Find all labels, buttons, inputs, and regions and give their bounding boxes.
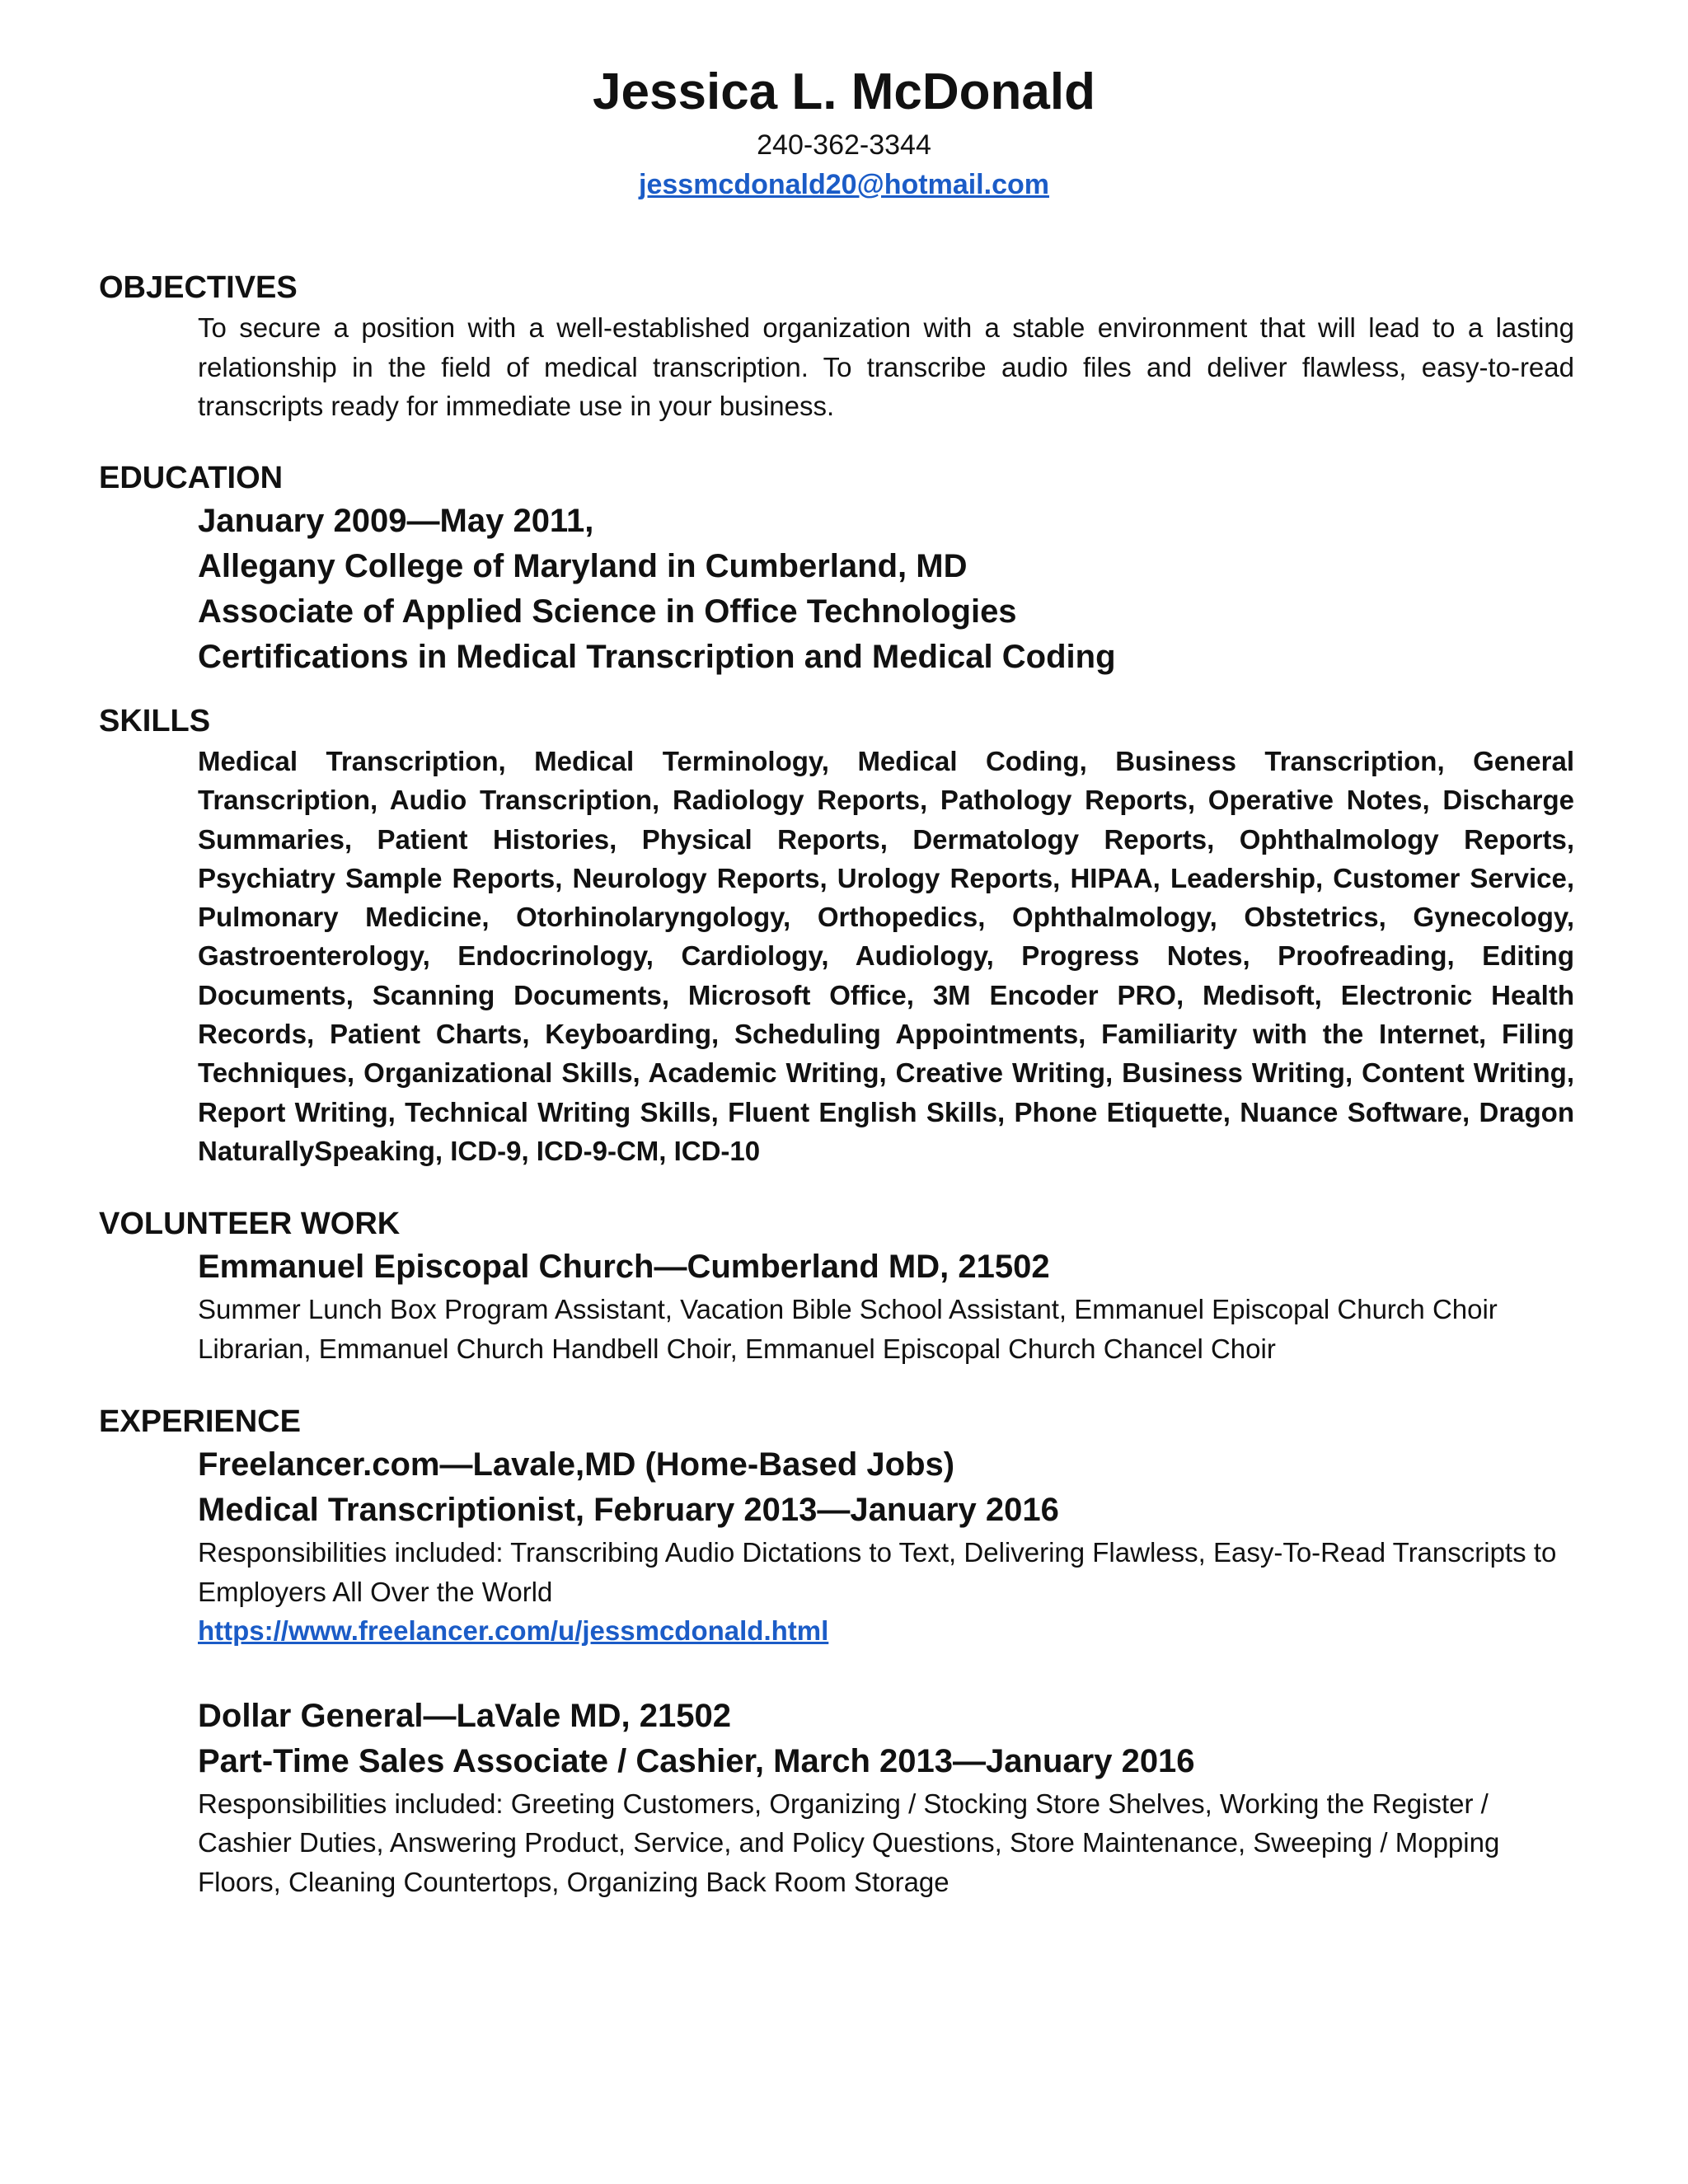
volunteer-organization: Emmanuel Episcopal Church—Cumberland MD, 21502 — [198, 1249, 1050, 1285]
skills-heading: SKILLS — [99, 704, 211, 738]
phone-number: 240-362-3344 — [757, 129, 931, 161]
education-dates: January 2009—May 2011, — [198, 503, 594, 539]
objectives-text: To secure a position with a well-established organization with a stable environment that will lead to a lasting relationship in the field of medical transcription. To transcribe audio files and deliver flawless, easy-to-read transcripts ready for immediate use in your business. — [198, 312, 1574, 421]
job-description: Responsibilities included: Greeting Customers, Organizing / Stocking Store Shelves, Working the Register / Cashier Duties, Answering Product, Service, and Policy Questions, Store Maintenance, Sweeping / Mopping Floors, Cleaning Countertops, Organizing Back Room Storage — [198, 1788, 1500, 1897]
experience-section — [99, 1401, 1574, 1901]
education-certifications: Certifications in Medical Transcription and Medical Coding — [198, 639, 1116, 675]
volunteer-section — [99, 1203, 1574, 1368]
experience-item — [198, 1442, 1574, 1651]
objectives-heading: OBJECTIVES — [99, 270, 298, 305]
email-link[interactable]: jessmcdonald20@hotmail.com — [639, 169, 1049, 200]
job-title: Part-Time Sales Associate / Cashier, March 2013—January 2016 — [198, 1742, 1195, 1779]
experience-item — [198, 1694, 1574, 1902]
job-description: Responsibilities included: Transcribing Audio Dictations to Text, Delivering Flawless, Easy-To-Read Transcripts to Employers All Over the World — [198, 1537, 1557, 1607]
education-heading: EDUCATION — [99, 461, 284, 495]
experience-heading: EXPERIENCE — [99, 1404, 301, 1439]
candidate-name: Jessica L. McDonald — [593, 63, 1095, 120]
education-degree: Associate of Applied Science in Office Technologies — [198, 593, 1017, 630]
volunteer-heading: VOLUNTEER WORK — [99, 1207, 401, 1241]
skills-list: Medical Transcription, Medical Terminology, Medical Coding, Business Transcription, General Transcription, Audio Transcription, Radiology Reports, Pathology Reports, Operative Notes, Discharge Summaries, Patient Histories, Physical Reports, Dermatology Reports, Ophthalmology Reports, Psychiatry Sample Reports, Neurology Reports, Urology Reports, HIPAA, Leadership, Customer Service, Pulmonary Medicine, Otorhinolaryngology, Orthopedics, Ophthalmology, Obstetrics, Gynecology, Gastroenterology, Endocrinology, Cardiology, Audiology, Progress Notes, Proofreading, Editing Documents, Scanning Documents, Microsoft Office, 3M Encoder PRO, Medisoft, Electronic Health Records, Patient Charts, Keyboarding, Scheduling Appointments, Familiarity with the Internet, Filing Techniques, Organizational Skills, Academic Writing, Creative Writing, Business Writing, Content Writing, Report Writing, Technical Writing Skills, Fluent English Skills, Phone Etiquette, Nuance Software, Dragon NaturallySpeaking, ICD-9, ICD-9-CM, ICD-10 — [198, 746, 1574, 1166]
job-employer: Dollar General—LaVale MD, 21502 — [198, 1697, 731, 1734]
skills-section — [99, 701, 1574, 1170]
education-section — [99, 457, 1574, 680]
job-title: Medical Transcriptionist, February 2013—January 2016 — [198, 1492, 1059, 1528]
objectives-section — [99, 267, 1574, 426]
freelancer-profile-link[interactable]: https://www.freelancer.com/u/jessmcdonald.html — [198, 1615, 829, 1646]
education-school: Allegany College of Maryland in Cumberland, MD — [198, 548, 968, 584]
volunteer-description: Summer Lunch Box Program Assistant, Vacation Bible School Assistant, Emmanuel Episcopal Church Choir Librarian, Emmanuel Church Handbell Choir, Emmanuel Episcopal Church Chancel Choir — [198, 1294, 1498, 1364]
job-employer: Freelancer.com—Lavale,MD (Home-Based Jobs) — [198, 1446, 955, 1483]
resume-header — [0, 59, 1688, 204]
